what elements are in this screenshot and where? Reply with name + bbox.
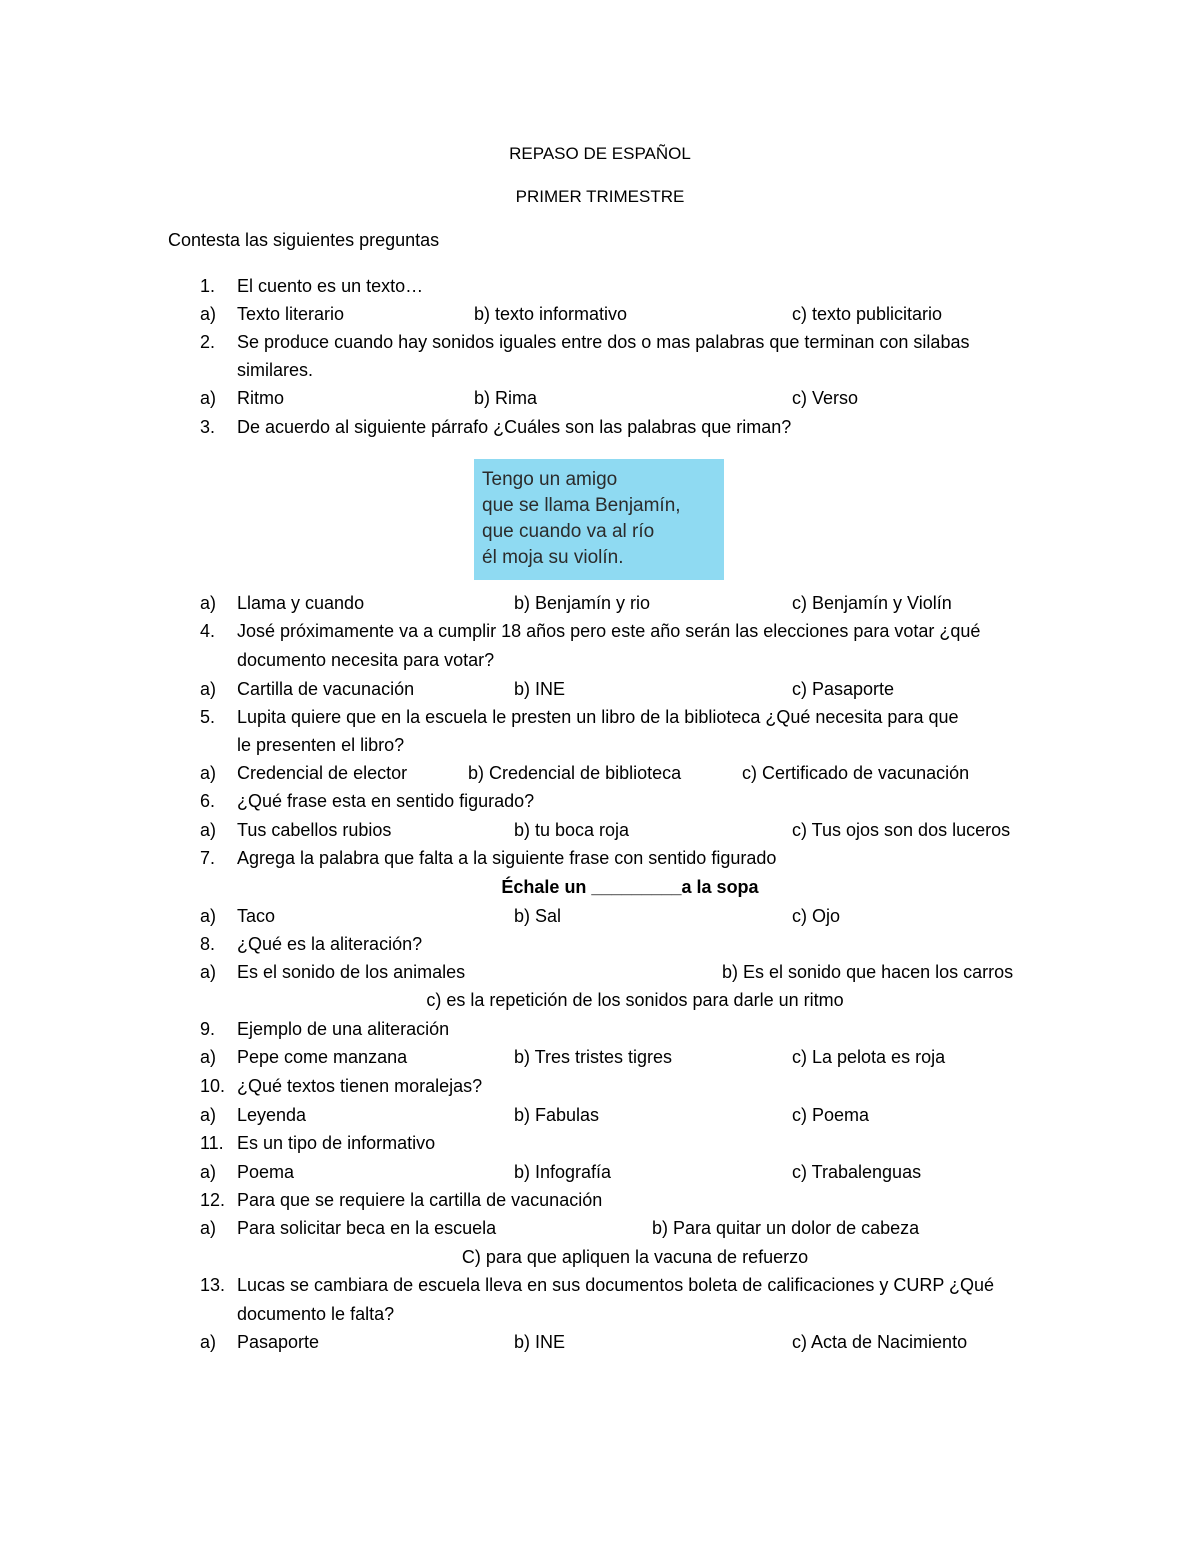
option-c: c) La pelota es roja [792,1047,946,1067]
question-number: 3. [200,417,216,437]
answer-options-6 [0,816,1200,844]
question-number: 2. [200,332,216,352]
question-3 [0,413,1200,441]
fill-in-phrase: Échale un _________a la sopa [501,877,759,897]
option-c: c) Acta de Nacimiento [792,1332,968,1352]
poem-box [474,459,724,580]
question-8 [0,930,1200,958]
option-a: Para solicitar beca en la escuela [237,1218,497,1238]
document-title: REPASO DE ESPAÑOL [509,144,691,163]
option-a: Credencial de elector [237,763,408,783]
answer-options-4 [0,675,1200,703]
answer-options-7 [0,902,1200,930]
option-c: c) Pasaporte [792,679,895,699]
option-b: b) Infografía [514,1162,612,1182]
option-a: Llama y cuando [237,593,365,613]
option-b: b) Credencial de biblioteca [468,763,682,783]
question-text: documento necesita para votar? [237,650,495,670]
option-b: b) Rima [474,388,538,408]
question-number: 6. [200,791,216,811]
question-number: 13. [200,1275,226,1295]
option-c: c) Certificado de vacunación [742,763,970,783]
question-number: 4. [200,621,216,641]
question-number: 12. [200,1190,226,1210]
option-b: b) Para quitar un dolor de cabeza [652,1218,920,1238]
option-marker: a) [200,1218,217,1238]
question-text: Lucas se cambiara de escuela lleva en sus documentos boleta de calificaciones y CURP ¿Qué [237,1275,995,1295]
option-b: b) Sal [514,906,562,926]
poem-line: que cuando va al río [482,521,655,542]
question-number: 5. [200,707,216,727]
option-b: b) Fabulas [514,1105,600,1125]
option-marker: a) [200,906,217,926]
option-a: Texto literario [237,304,345,324]
option-a: Pasaporte [237,1332,320,1352]
option-b: b) texto informativo [474,304,628,324]
option-c: c) Verso [792,388,859,408]
question-9 [0,1015,1200,1043]
option-marker: a) [200,1332,217,1352]
question-text: le presenten el libro? [237,735,405,755]
question-text: José próximamente va a cumplir 18 años pero este año serán las elecciones para votar ¿qué [237,621,981,641]
option-c: c) texto publicitario [792,304,943,324]
option-marker: a) [200,388,217,408]
question-7 [0,844,1200,872]
option-marker: a) [200,593,217,613]
option-a: Pepe come manzana [237,1047,408,1067]
option-c: C) para que apliquen la vacuna de refuerzo [461,1247,809,1267]
option-b: b) tu boca roja [514,820,630,840]
option-a: Ritmo [237,388,285,408]
question-2-continued [0,356,1200,384]
option-c: c) Benjamín y Violín [792,593,952,613]
question-4-continued [0,646,1200,674]
option-b: b) Benjamín y rio [514,593,651,613]
question-number: 11. [200,1133,224,1153]
fill-in-phrase-row [0,873,1200,901]
option-c: c) Poema [792,1105,870,1125]
option-c: c) Ojo [792,906,841,926]
question-12 [0,1186,1200,1214]
question-13-continued [0,1300,1200,1328]
answer-options-5 [0,759,1200,787]
question-text: Ejemplo de una aliteración [237,1019,450,1039]
option-b: b) INE [514,1332,566,1352]
answer-options-3 [0,589,1200,617]
question-text: El cuento es un texto… [237,276,424,296]
poem-line: Tengo un amigo [482,469,618,490]
answer-options-11 [0,1158,1200,1186]
option-marker: a) [200,962,217,982]
answer-option-c-row-12 [0,1243,1200,1271]
answer-options-8 [0,958,1200,986]
option-a: Leyenda [237,1105,307,1125]
question-number: 7. [200,848,216,868]
answer-options-10 [0,1101,1200,1129]
option-a: Poema [237,1162,295,1182]
question-text: Lupita quiere que en la escuela le presten un libro de la biblioteca ¿Qué necesita para que [237,707,959,727]
option-marker: a) [200,1047,217,1067]
answer-options-2 [0,384,1200,412]
answer-options-1 [0,300,1200,328]
question-number: 10. [200,1076,226,1096]
option-marker: a) [200,763,217,783]
option-c: c) es la repetición de los sonidos para darle un ritmo [426,990,844,1010]
answer-options-13 [0,1328,1200,1356]
option-marker: a) [200,820,217,840]
question-number: 8. [200,934,216,954]
question-text: Para que se requiere la cartilla de vacunación [237,1190,603,1210]
question-5-continued [0,731,1200,759]
option-b: b) Es el sonido que hacen los carros [722,962,1014,982]
question-4 [0,617,1200,645]
question-1 [0,272,1200,300]
answer-option-c-row-8 [0,986,1200,1014]
instructions: Contesta las siguientes preguntas [168,230,440,250]
question-11 [0,1129,1200,1157]
question-text: ¿Qué textos tienen moralejas? [237,1076,483,1096]
option-a: Es el sonido de los animales [237,962,466,982]
question-10 [0,1072,1200,1100]
answer-options-12 [0,1214,1200,1242]
question-text: ¿Qué es la aliteración? [237,934,423,954]
question-number: 9. [200,1019,216,1039]
question-text: De acuerdo al siguiente párrafo ¿Cuáles son las palabras que riman? [237,417,792,437]
option-b: b) INE [514,679,566,699]
answer-options-9 [0,1043,1200,1071]
option-marker: a) [200,1105,217,1125]
question-text: Agrega la palabra que falta a la siguiente frase con sentido figurado [237,848,777,868]
poem-line: que se llama Benjamín, [482,495,681,516]
question-5 [0,703,1200,731]
question-2 [0,328,1200,356]
question-text: Se produce cuando hay sonidos iguales entre dos o mas palabras que terminan con silabas [237,332,970,352]
option-a: Tus cabellos rubios [237,820,392,840]
document-subtitle: PRIMER TRIMESTRE [515,187,685,206]
option-marker: a) [200,304,217,324]
option-c: c) Tus ojos son dos luceros [792,820,1011,840]
question-text: Es un tipo de informativo [237,1133,436,1153]
poem-line: él moja su violín. [482,547,624,568]
question-text: ¿Qué frase esta en sentido figurado? [237,791,535,811]
option-a: Cartilla de vacunación [237,679,415,699]
question-6 [0,787,1200,815]
question-text: documento le falta? [237,1304,395,1324]
question-13 [0,1271,1200,1299]
option-a: Taco [237,906,276,926]
question-text: similares. [237,360,314,380]
option-b: b) Tres tristes tigres [514,1047,673,1067]
option-marker: a) [200,679,217,699]
question-number: 1. [200,276,216,296]
option-c: c) Trabalenguas [792,1162,922,1182]
option-marker: a) [200,1162,217,1182]
